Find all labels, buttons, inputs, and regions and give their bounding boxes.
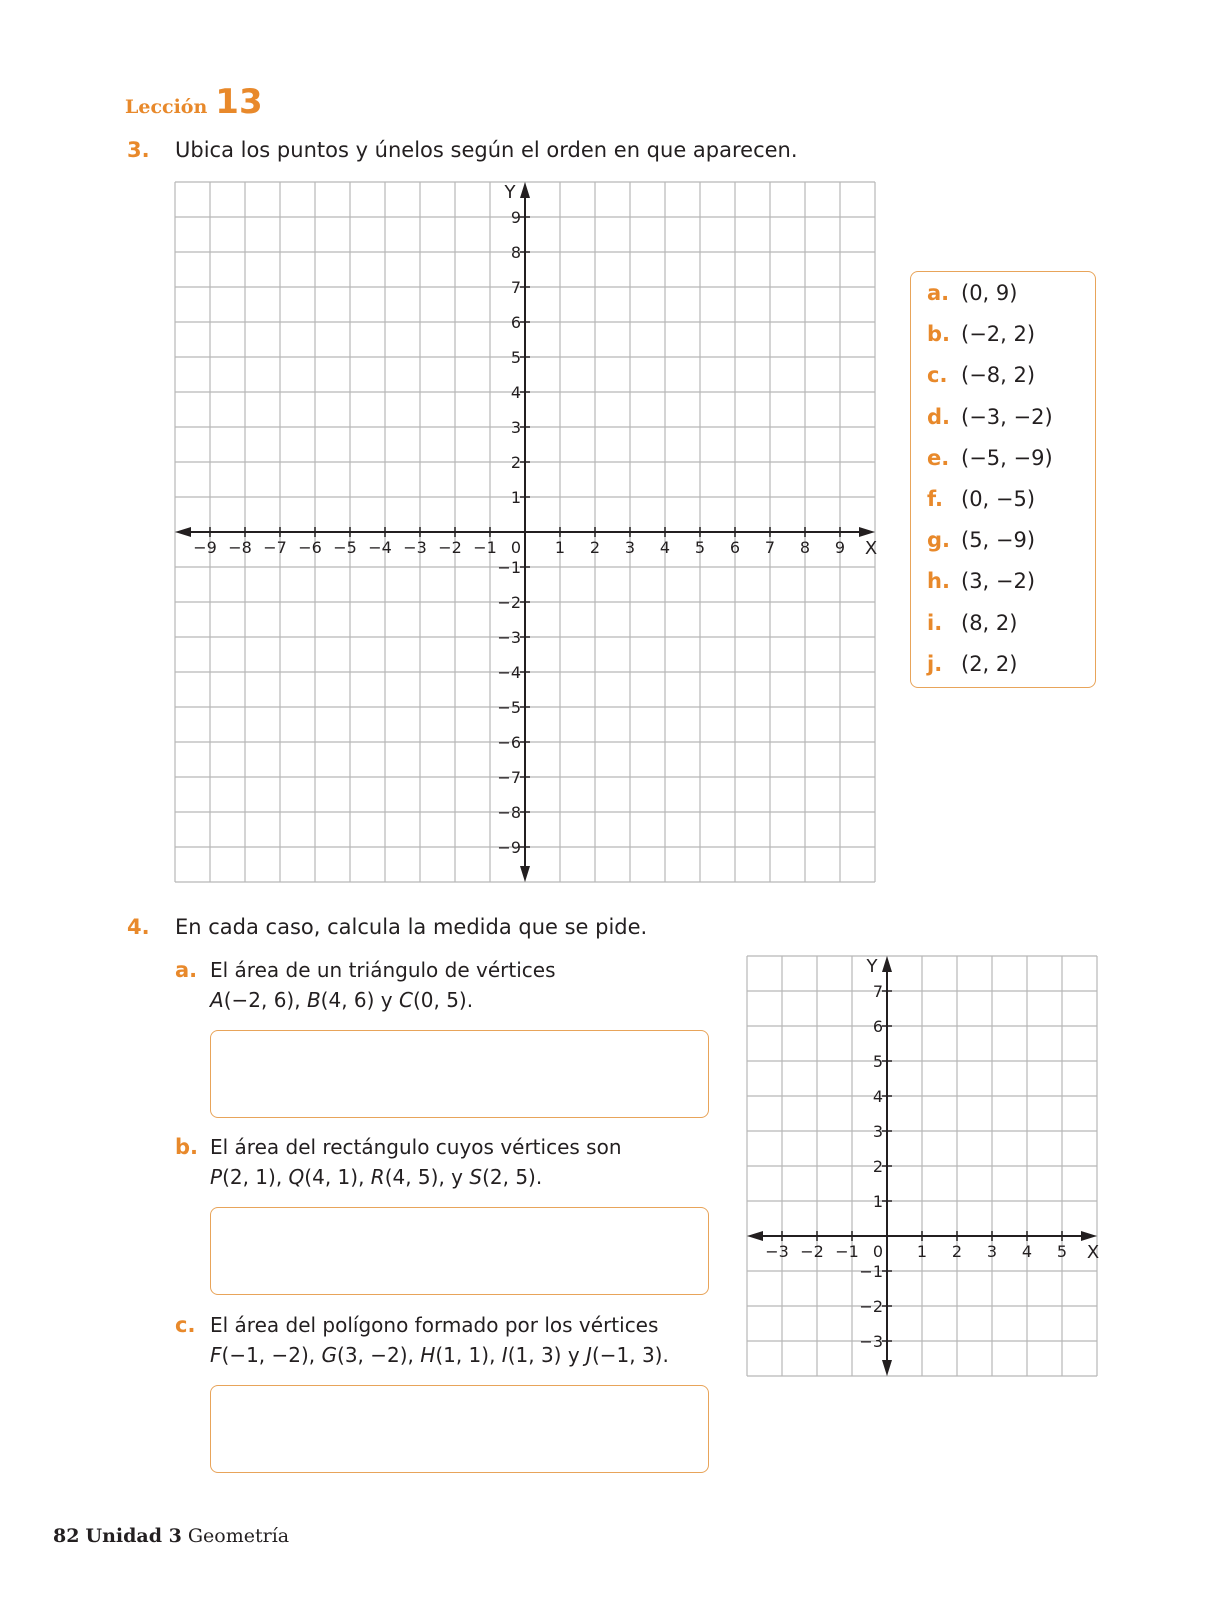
x-tick-label: 5 xyxy=(1056,1242,1068,1261)
point-coords: (3, −2) xyxy=(961,569,1036,594)
y-tick-label: −3 xyxy=(497,628,521,647)
sub-item-line2: F(−1, −2), G(3, −2), H(1, 1), I(1, 3) y J(−1, 3). xyxy=(210,1343,669,1367)
y-tick-label: 4 xyxy=(872,1087,883,1106)
y-tick-label: −9 xyxy=(497,838,521,857)
point-coords: (−3, −2) xyxy=(961,404,1053,429)
x-axis-arrow-right xyxy=(859,527,875,537)
point-item xyxy=(927,405,1053,429)
topic-label: Geometría xyxy=(187,1525,290,1547)
y-tick-label: −4 xyxy=(497,663,521,682)
x-tick-label: 5 xyxy=(694,538,706,557)
exercise-3-instruction: Ubica los puntos y únelos según el orden en que aparecen. xyxy=(175,138,798,162)
y-tick-label: 8 xyxy=(510,243,521,262)
y-axis-label: Y xyxy=(866,956,878,977)
point-item xyxy=(927,652,1017,676)
y-tick-label: 7 xyxy=(510,278,521,297)
x-tick-label: 1 xyxy=(554,538,566,557)
lesson-number: 13 xyxy=(215,82,263,122)
point-letter: a. xyxy=(927,281,950,305)
x-tick-label: −1 xyxy=(473,538,497,557)
x-tick-label: −1 xyxy=(835,1242,859,1261)
lesson-word: Lección xyxy=(125,96,208,118)
page-footer xyxy=(53,1525,289,1547)
sub-item-line1: El área de un triángulo de vértices xyxy=(210,958,556,982)
origin-label: 0 xyxy=(510,538,521,557)
y-tick-label: −5 xyxy=(497,698,521,717)
point-letter: g. xyxy=(927,528,951,553)
x-tick-label: 7 xyxy=(764,538,776,557)
y-tick-label: 4 xyxy=(510,383,521,402)
x-tick-label: −9 xyxy=(193,538,217,557)
sub-item-text xyxy=(210,955,556,1015)
point-coords: (2, 2) xyxy=(961,651,1018,676)
x-tick-label: 3 xyxy=(624,538,636,557)
sub-item-letter: b. xyxy=(175,1135,199,1159)
x-tick-label: 8 xyxy=(799,538,811,557)
point-letter: j. xyxy=(927,651,943,676)
sub-item-line2: P(2, 1), Q(4, 1), R(4, 5), y S(2, 5). xyxy=(210,1165,543,1189)
answer-box-c[interactable] xyxy=(210,1385,709,1473)
x-tick-label: −2 xyxy=(800,1242,824,1261)
y-tick-label: −2 xyxy=(497,593,521,612)
sub-item-letter: c. xyxy=(175,1313,196,1337)
x-tick-label: 2 xyxy=(589,538,601,557)
sub-item-letter: a. xyxy=(175,958,198,982)
x-tick-label: −3 xyxy=(765,1242,789,1261)
y-tick-label: 3 xyxy=(872,1122,883,1141)
sub-item-text xyxy=(210,1310,669,1370)
y-tick-label: 3 xyxy=(510,418,521,437)
answer-box-b[interactable] xyxy=(210,1207,709,1295)
point-coords: (0, 9) xyxy=(961,281,1018,305)
x-tick-label: −8 xyxy=(228,538,252,557)
x-tick-label: 2 xyxy=(951,1242,963,1261)
point-letter: i. xyxy=(927,610,943,635)
sub-item-line1: El área del rectángulo cuyos vértices son xyxy=(210,1135,622,1159)
y-axis-label: Y xyxy=(504,182,516,203)
x-tick-label: 3 xyxy=(986,1242,998,1261)
x-tick-label: −7 xyxy=(263,538,287,557)
x-axis-label: X xyxy=(1086,1242,1100,1263)
x-tick-label: −4 xyxy=(368,538,392,557)
point-coords: (8, 2) xyxy=(961,610,1018,635)
exercise-4-number: 4. xyxy=(127,915,150,939)
point-coords: (5, −9) xyxy=(961,528,1036,553)
x-tick-label: −5 xyxy=(333,538,357,557)
x-axis-label: X xyxy=(864,538,878,559)
y-tick-label: 1 xyxy=(510,488,521,507)
x-tick-label: 4 xyxy=(1021,1242,1033,1261)
unit-label: Unidad 3 xyxy=(85,1525,182,1547)
y-tick-label: 1 xyxy=(872,1192,883,1211)
point-item xyxy=(927,363,1035,387)
y-tick-label: −8 xyxy=(497,803,521,822)
point-item xyxy=(927,528,1035,552)
points-list-box xyxy=(910,271,1096,688)
origin-label: 0 xyxy=(872,1242,883,1261)
point-coords: (−5, −9) xyxy=(961,445,1053,470)
answer-box-a[interactable] xyxy=(210,1030,709,1118)
exercise-3-number: 3. xyxy=(127,138,150,162)
point-letter: c. xyxy=(927,363,948,388)
x-tick-label: 4 xyxy=(659,538,671,557)
page-number: 82 xyxy=(53,1525,80,1547)
y-tick-label: 5 xyxy=(872,1052,883,1071)
point-letter: b. xyxy=(927,322,951,347)
y-tick-label: −7 xyxy=(497,768,521,787)
sub-item-line2: A(−2, 6), B(4, 6) y C(0, 5). xyxy=(210,988,474,1012)
point-coords: (0, −5) xyxy=(961,487,1036,511)
point-coords: (−8, 2) xyxy=(961,363,1036,388)
y-tick-label: 2 xyxy=(872,1157,883,1176)
x-tick-label: −2 xyxy=(438,538,462,557)
y-axis-arrow-up xyxy=(520,182,530,198)
y-tick-label: 5 xyxy=(510,348,521,367)
x-tick-label: 1 xyxy=(916,1242,928,1261)
x-tick-label: −3 xyxy=(403,538,427,557)
x-tick-label: −6 xyxy=(298,538,322,557)
y-tick-label: −3 xyxy=(859,1332,883,1351)
point-coords: (−2, 2) xyxy=(961,322,1036,347)
y-axis-arrow-down xyxy=(520,866,530,882)
y-tick-label: −6 xyxy=(497,733,521,752)
point-item xyxy=(927,611,1017,635)
exercise-4-instruction: En cada caso, calcula la medida que se pide. xyxy=(175,915,648,939)
y-tick-label: −2 xyxy=(859,1297,883,1316)
x-tick-label: 9 xyxy=(834,538,846,557)
y-tick-label: 2 xyxy=(510,453,521,472)
point-item xyxy=(927,569,1035,593)
point-item xyxy=(927,281,1017,305)
x-tick-label: 6 xyxy=(729,538,741,557)
y-tick-label: −1 xyxy=(859,1262,883,1281)
point-letter: e. xyxy=(927,445,950,470)
sub-item-text xyxy=(210,1132,622,1192)
point-item xyxy=(927,487,1035,511)
y-tick-label: −1 xyxy=(497,558,521,577)
sub-item-line1: El área del polígono formado por los vértices xyxy=(210,1313,659,1337)
y-tick-label: 7 xyxy=(872,982,883,1001)
point-letter: f. xyxy=(927,487,943,511)
point-letter: d. xyxy=(927,404,951,429)
point-letter: h. xyxy=(927,569,950,594)
y-tick-label: 6 xyxy=(872,1017,883,1036)
y-tick-label: 6 xyxy=(510,313,521,332)
y-tick-label: 9 xyxy=(510,208,521,227)
point-item xyxy=(927,322,1035,346)
x-axis-arrow-left xyxy=(175,527,191,537)
point-item xyxy=(927,446,1053,470)
